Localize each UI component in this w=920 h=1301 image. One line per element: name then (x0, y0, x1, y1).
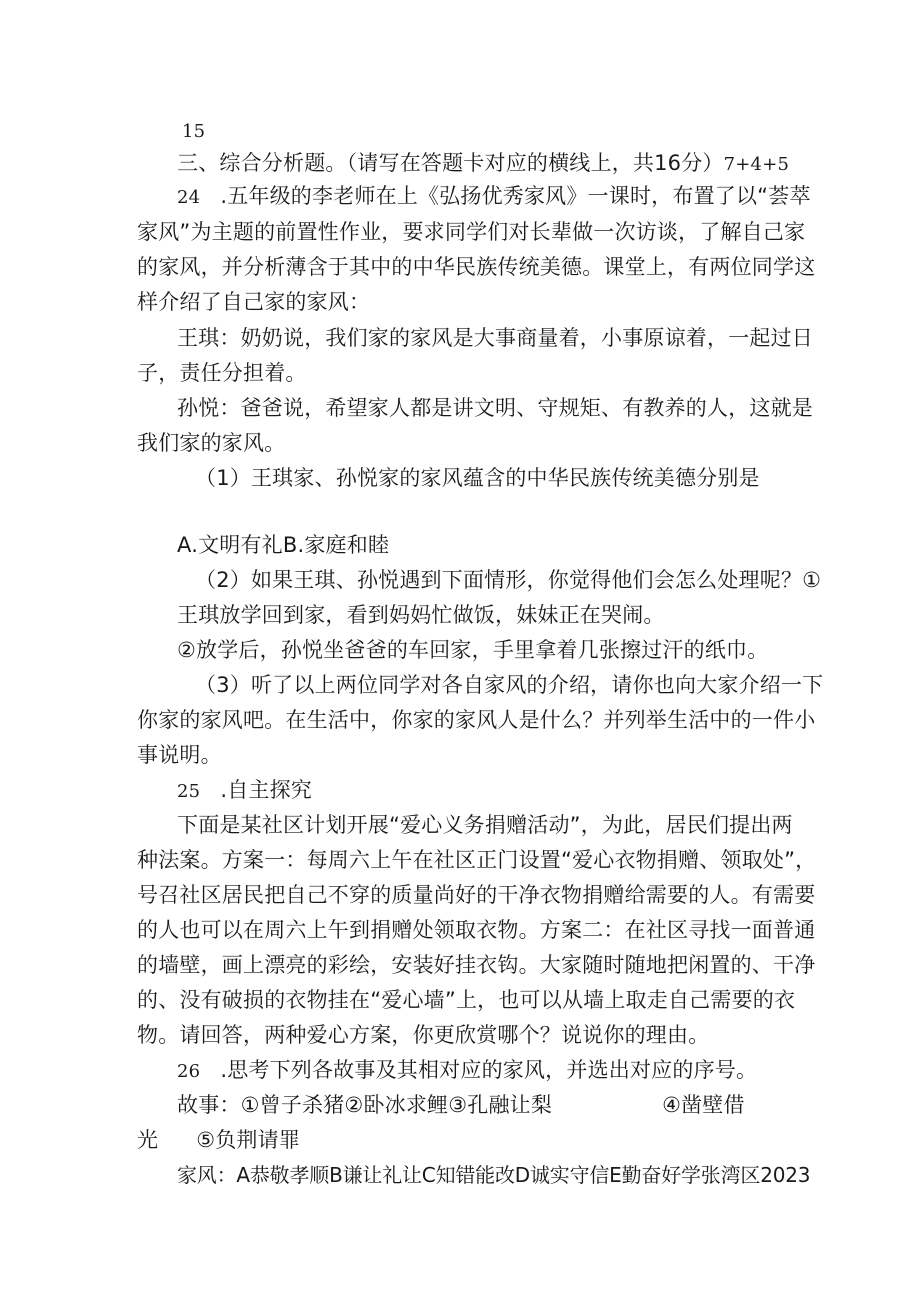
section-heading (177, 148, 789, 180)
section-title: 三、综合分析题。（请写在答题卡对应的横线上，共16分） (177, 151, 724, 175)
q24-line-3: 的家风，并分析薄含于其中的中华民族传统美德。课堂上，有两位同学这 (137, 255, 816, 279)
q26-stories-line-2 (137, 1125, 300, 1155)
q25-number: 25 (177, 781, 201, 802)
q26-stories-part-a: 故事：①曾子杀猪②卧冰求鲤③孔融让梨 (177, 1093, 553, 1117)
q26-stories-part-d: ⑤负荆请罪 (196, 1128, 301, 1152)
section-points: 7+4+5 (723, 154, 790, 175)
q26-number: 26 (177, 1061, 201, 1082)
q25-heading (177, 775, 312, 807)
q24-wangqi-line-1: 王琪：奶奶说，我们家的家风是大事商量着，小事原谅着，一起过日 (177, 326, 813, 350)
q24-text: .五年级的李老师在上《弘扬优秀家风》一课时，布置了以“荟萃 (220, 184, 811, 208)
q25-title: .自主探究 (220, 778, 312, 802)
q24-line-1 (177, 181, 811, 213)
q25-line-7: 物。请回答，两种爱心方案，你更欣赏哪个？说说你的理由。 (137, 1023, 710, 1047)
q26-stories-part-b: ④凿壁借 (662, 1093, 745, 1117)
q24-sub3-line-1: （3）听了以上两位同学对各自家风的介绍，请你也向大家介绍一下 (195, 673, 824, 697)
q26-family-styles: 家风：A恭敬孝顺B谦让礼让C知错能改D诚实守信E勤奋好学张湾区2023 (177, 1163, 811, 1187)
q24-sub1: （1）王琪家、孙悦家的家风蕴含的中华民族传统美德分别是 (195, 466, 760, 490)
q24-sunyue-line-2: 我们家的家风。 (137, 431, 286, 455)
q25-line-6: 的、没有破损的衣物挂在“爱心墙”上，也可以从墙上取走自己需要的衣 (137, 988, 796, 1012)
q25-line-3: 号召社区居民把自己不穿的质量尚好的干净衣物捐赠给需要的人。有需要 (137, 883, 816, 907)
q24-line-4: 样介绍了自己家的家风： (137, 290, 371, 314)
q25-line-2: 种法案。方案一：每周六上午在社区正门设置“爱心衣物捐赠、领取处”， (137, 848, 817, 872)
q24-sub2-line-2: 王琪放学回到家，看到妈妈忙做饭，妹妹正在哭闹。 (177, 603, 665, 627)
q24-wangqi-line-2: 子，责任分担着。 (137, 361, 307, 385)
page-number: 15 (182, 121, 206, 142)
q24-sunyue-line-1: 孙悦：爸爸说，希望家人都是讲文明、守规矩、有教养的人，这就是 (177, 396, 813, 420)
q24-number: 24 (177, 187, 201, 208)
q25-line-1: 下面是某社区计划开展“爱心义务捐赠活动”，为此，居民们提出两 (177, 813, 793, 837)
q26-heading (177, 1055, 757, 1087)
q24-sub3-line-2: 你家的家风吧。在生活中，你家的家风人是什么？并列举生活中的一件小 (137, 708, 816, 732)
q25-line-4: 的人也可以在周六上午到捐赠处领取衣物。方案二：在社区寻找一面普通 (137, 918, 816, 942)
q26-stories-part-c: 光 (137, 1128, 159, 1152)
q24-sub2-line-1: （2）如果王琪、孙悦遇到下面情形，你觉得他们会怎么处理呢？① (195, 568, 822, 592)
q24-sub2-line-3: ②放学后，孙悦坐爸爸的车回家，手里拿着几张擦过汗的纸巾。 (177, 638, 769, 662)
q25-line-5: 的墙壁，画上漂亮的彩绘，安装好挂衣钩。大家随时随地把闲置的、干净 (137, 953, 816, 977)
q26-title: .思考下列各故事及其相对应的家风，并选出对应的序号。 (220, 1058, 758, 1082)
q24-sub3-line-3: 事说明。 (137, 743, 222, 767)
q24-options: A.文明有礼B.家庭和睦 (177, 533, 390, 557)
q26-stories-line-1 (177, 1090, 745, 1120)
q24-line-2: 家风”为主题的前置性作业，要求同学们对长辈做一次访谈，了解自己家 (137, 220, 806, 244)
